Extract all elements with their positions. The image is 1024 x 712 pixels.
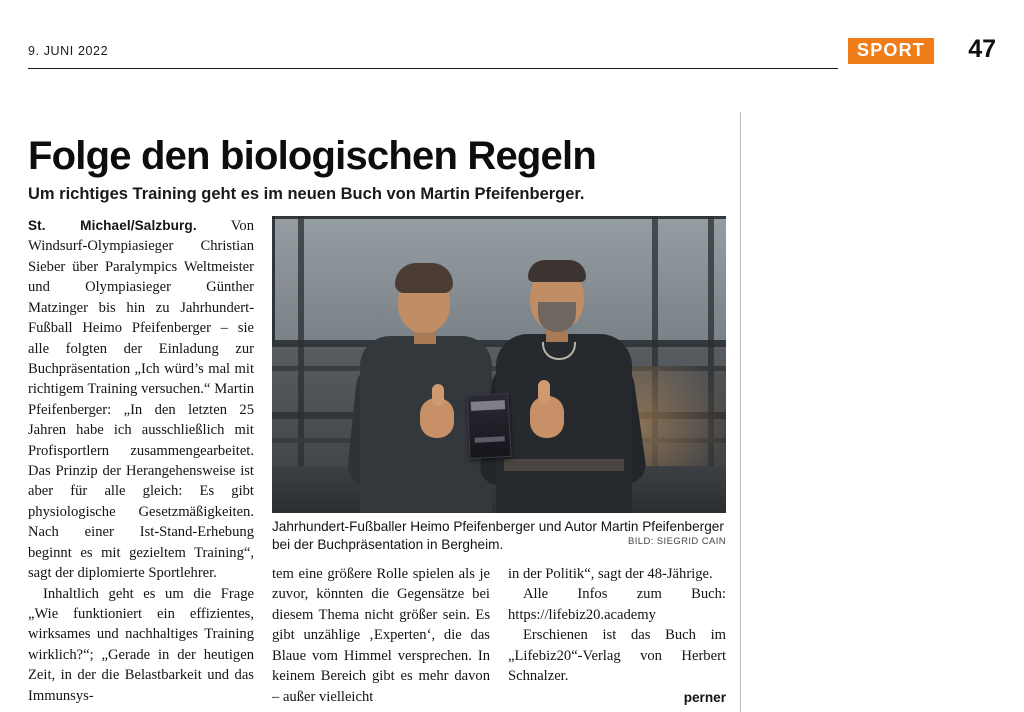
- photo-person-right-belt: [504, 459, 624, 471]
- paragraph: in der Politik“, sagt der 48-Jährige.: [508, 566, 713, 582]
- paragraph-lead: [28, 216, 254, 584]
- issue-date: 9. JUNI 2022: [28, 44, 109, 58]
- paragraph-book-link[interactable]: Alle Infos zum Buch: https://lifebiz20.academy: [508, 586, 726, 623]
- paragraph: tem eine größere Rolle spielen als je zuvor, könnten die Gegensätze bei diesem Thema nicht größer sein. Es gibt unzählige ‚Experten‘, die das Blaue vom Himmel versprechen. In keinem Bereich gibt es mehr davon – außer vielleicht: [272, 566, 490, 705]
- photo-person-right-thumb: [538, 380, 550, 402]
- column-divider: [740, 112, 741, 712]
- photo-person-right-hand: [530, 396, 564, 438]
- body-column-1: [28, 216, 254, 706]
- paragraph: Inhaltlich geht es um die Frage „Wie funktioniert ein effizientes, wirksames und nachhaltiges Training wirklich?“; „Gerade in der heutigen Zeit, in der die Belastbarkeit und das Immunsys-: [28, 585, 254, 704]
- section-badge: SPORT: [848, 38, 934, 64]
- photo-person-right-body: [496, 334, 632, 513]
- body-column-2: [272, 564, 490, 707]
- photo-person-left-thumb: [432, 384, 444, 406]
- paragraph-publisher: Erschienen ist das Buch im „Lifebiz20“-Verlag von Herbert Schnalzer.: [508, 627, 726, 685]
- photo-book-title-band: [471, 400, 505, 411]
- subheadline: Um richtiges Training geht es im neuen Buch von Martin Pfeifenberger.: [28, 184, 585, 203]
- article-photo: [272, 216, 726, 513]
- page-number: 47: [968, 35, 996, 63]
- body-column-3: [508, 564, 726, 707]
- photo-book: [466, 393, 511, 459]
- paragraph-lead-text: Von Windsurf-Olympiasieger Christian Sieber über Paralympics Weltmeister und Olympiasieger Günther Matzinger bis hin zu Jahrhundert-Fußball Heimo Pfeifenberger – sie alle folgten der Einladung zur Buchpräsentation „Ich würd’s mal mit richtigem Training versuchen.“ Martin Pfeifenberger: „In den letzten 25 Jahren habe ich ausschließlich mit Profisportlern zusammengearbeitet. Das Prinzip der Herangehensweise ist aber für alle gleich: Es gibt physiologische Gesetzmäßigkeiten. Nach einer Ist-Stand-Erhebung beginnt es mit gezieltem Training“, sagt der diplomierte Sportlehrer.: [28, 218, 254, 582]
- photo-caption: Jahrhundert-Fußballer Heimo Pfeifenberger und Autor Martin Pfeifenberger bei der Buchpräsentation in Bergheim.: [272, 519, 724, 552]
- photo-person-right-hair: [528, 260, 586, 282]
- author-byline: perner: [683, 689, 726, 705]
- page-title: Folge den biologischen Regeln: [28, 133, 596, 178]
- photo-book-bottom-band: [475, 436, 505, 443]
- photo-person-left-hair: [395, 263, 453, 293]
- masthead: [28, 35, 996, 72]
- dateline: St. Michael/Salzburg.: [28, 218, 197, 233]
- photo-credit: BILD: SIEGRID CAIN: [628, 536, 726, 547]
- photo-illustration: [272, 216, 726, 513]
- masthead-divider: [28, 68, 838, 69]
